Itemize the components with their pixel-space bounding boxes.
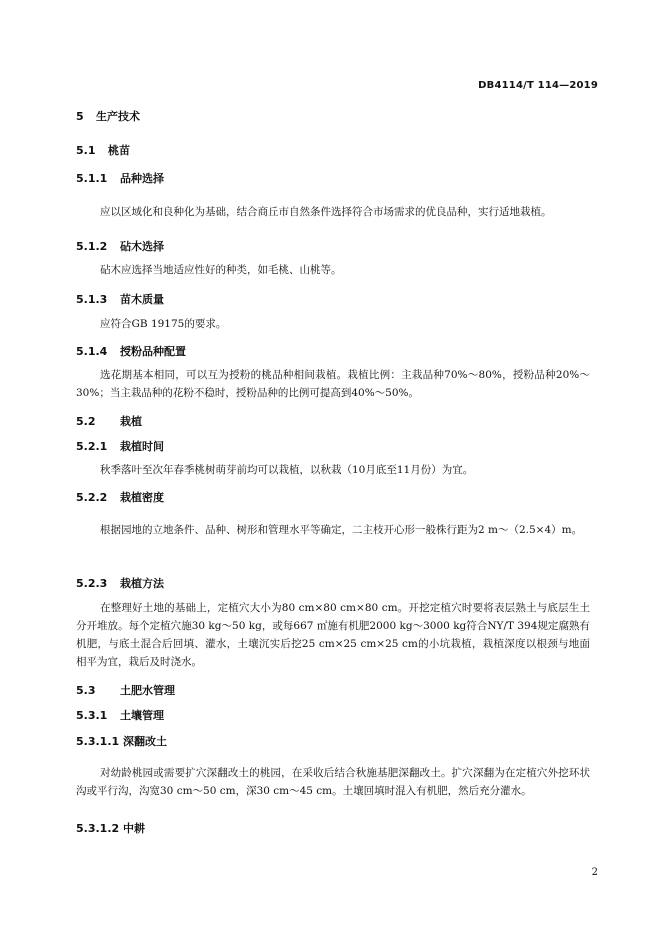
document-code: DB4114/T 114—2019 xyxy=(478,80,598,91)
section-title: 砧木选择 xyxy=(120,240,164,253)
section-title: 土肥水管理 xyxy=(120,684,175,697)
paragraph-planting-density: 根据园地的立地条件、品种、树形和管理水平等确定，二主枝开心形一般株行距为2 m～（2.5×4）m。 xyxy=(100,524,583,536)
section-number: 5.3 xyxy=(76,684,96,697)
section-heading-5-3-1 xyxy=(76,707,164,723)
paragraph-deep-plowing: 对幼龄桃园或需要扩穴深翻改土的桃园，在采收后结合秋施基肥深翻改土。扩穴深翻为在定植穴外挖环状沟或平行沟，沟宽30 cm～50 cm，深30 cm～45 cm。土壤回填时混入有机肥，然后充分灌水。 xyxy=(76,767,590,797)
section-title: 授粉品种配置 xyxy=(120,345,186,358)
section-heading-5-3-1-2 xyxy=(76,820,145,836)
section-number: 5.1.1 xyxy=(76,172,108,185)
section-title: 栽植 xyxy=(120,415,142,428)
section-title: 中耕 xyxy=(123,822,145,835)
section-title: 苗木质量 xyxy=(120,293,164,306)
section-number: 5 xyxy=(76,110,84,123)
section-title: 品种选择 xyxy=(120,172,164,185)
section-title: 深翻改土 xyxy=(123,735,167,748)
section-number: 5.2 xyxy=(76,415,96,428)
section-heading-5-3-1-1 xyxy=(76,733,167,749)
section-number: 5.1 xyxy=(76,144,96,157)
section-number: 5.3.1.1 xyxy=(76,735,120,748)
paragraph-variety-selection: 应以区域化和良种化为基础，结合商丘市自然条件选择符合市场需求的优良品种，实行适地栽植。 xyxy=(100,206,552,218)
paragraph-rootstock-selection: 砧木应选择当地适应性好的种类，如毛桃、山桃等。 xyxy=(100,264,342,276)
section-heading-5-1-4 xyxy=(76,343,186,359)
section-number: 5.1.4 xyxy=(76,345,108,358)
section-title: 桃苗 xyxy=(108,144,130,157)
page-number: 2 xyxy=(591,867,598,878)
section-heading-5 xyxy=(76,108,140,124)
section-heading-5-1-3 xyxy=(76,291,164,307)
section-title: 栽植时间 xyxy=(120,440,164,453)
section-heading-5-1-1 xyxy=(76,170,164,186)
section-number: 5.3.1 xyxy=(76,709,108,722)
section-title: 栽植密度 xyxy=(120,491,164,504)
paragraph-planting-method: 在整理好土地的基础上，定植穴大小为80 cm×80 cm×80 cm。开挖定植穴时要将表层熟土与底层生土分开堆放。每个定植穴施30 kg～50 kg，或每667 ㎡施有机肥2000 kg～3000 kg符合NY/T 394规定腐熟有机肥，与底土混合后回填、灌水，土壤沉实后挖25 cm×25 cm×25 cm的小坑栽植，栽植深度以根颈与地面相平为宜，栽后及时浇水。 xyxy=(76,602,590,668)
section-number: 5.2.3 xyxy=(76,577,108,590)
section-heading-5-2-1 xyxy=(76,438,164,454)
paragraph-seedling-quality: 应符合GB 19175的要求。 xyxy=(100,318,227,330)
section-heading-5-1 xyxy=(76,142,130,158)
section-number: 5.1.2 xyxy=(76,240,108,253)
section-number: 5.1.3 xyxy=(76,293,108,306)
section-title: 栽植方法 xyxy=(120,577,164,590)
section-title: 土壤管理 xyxy=(120,709,164,722)
section-number: 5.2.2 xyxy=(76,491,108,504)
paragraph-pollination-variety: 选花期基本相同，可以互为授粉的桃品种相间栽植。栽植比例：主栽品种70%～80%，授粉品种20%～30%；当主栽品种的花粉不稳时，授粉品种的比例可提高到40%～50%。 xyxy=(76,369,590,399)
section-heading-5-2-2 xyxy=(76,489,164,505)
section-heading-5-3 xyxy=(76,682,175,698)
section-title: 生产技术 xyxy=(96,110,140,123)
section-heading-5-1-2 xyxy=(76,238,164,254)
section-heading-5-2-3 xyxy=(76,575,164,591)
paragraph-planting-time: 秋季落叶至次年春季桃树萌芽前均可以栽植，以秋栽（10月底至11月份）为宜。 xyxy=(100,464,474,476)
section-heading-5-2 xyxy=(76,413,142,429)
section-number: 5.2.1 xyxy=(76,440,108,453)
section-number: 5.3.1.2 xyxy=(76,822,120,835)
